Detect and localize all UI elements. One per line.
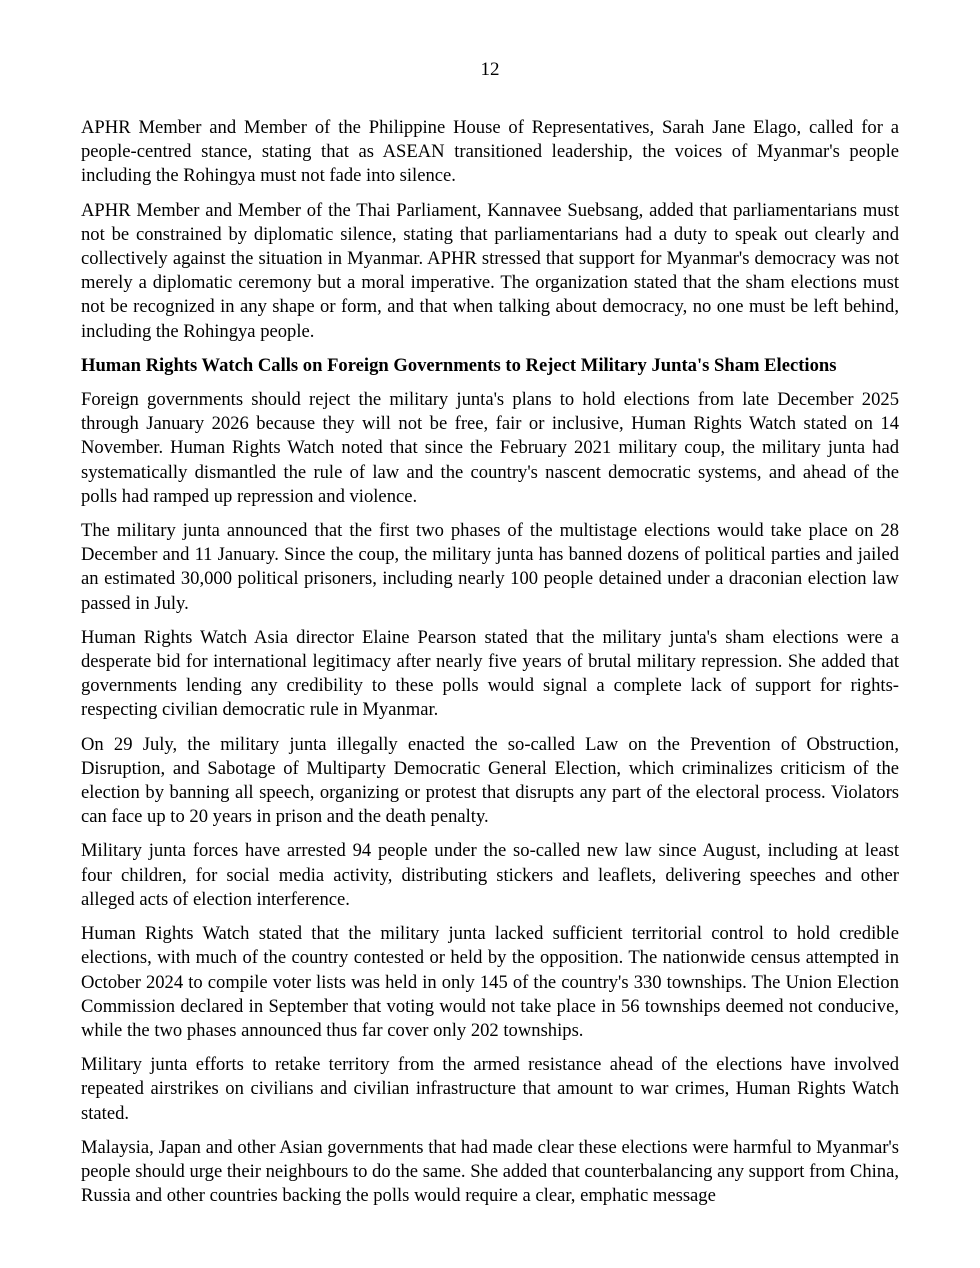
paragraph: On 29 July, the military junta illegally enacted the so-called Law on the Prevention of Obstruction, Disruption, and Sabotage of Multiparty Democratic General Election, which criminalizes criticism of the election by banning all speech, organizing or protest that disrupts any part of the electoral process. Violators can face up to 20 years in prison and the death penalty. <box>81 733 899 828</box>
page-number: 12 <box>480 59 500 80</box>
paragraph: The military junta announced that the first two phases of the multistage elections would take place on 28 December and 11 January. Since the coup, the military junta has banned dozens of political parties and jailed an estimated 30,000 political prisoners, including nearly 100 people detained under a draconian election law passed in July. <box>81 520 899 614</box>
paragraph: Human Rights Watch Asia director Elaine Pearson stated that the military junta's sham elections were a desperate bid for international legitimacy after nearly five years of brutal military repression. She added that governments lending any credibility to these polls would signal a complete lack of support for rights-respecting civilian democratic rule in Myanmar. <box>81 626 899 721</box>
paragraph: Human Rights Watch stated that the military junta lacked sufficient territorial control to hold credible elections, with much of the country contested or held by the opposition. The nationwide census attempted in October 2024 to compile voter lists was held in only 145 of the country's 330 townships. The Union Election Commission declared in September that voting would not take place in 56 townships deemed not conducive, while the two phases announced thus far cover only 202 townships. <box>81 923 899 1041</box>
paragraph: APHR Member and Member of the Philippine House of Representatives, Sarah Jane Elago, called for a people-centred stance, stating that as ASEAN transitioned leadership, the voices of Myanmar's people including the Rohingya must not fade into silence. <box>81 117 899 187</box>
paragraph: Malaysia, Japan and other Asian governments that had made clear these elections were harmful to Myanmar's people should urge their neighbours to do the same. She added that counterbalancing any support from China, Russia and other countries backing the polls would require a clear, emphatic message <box>81 1136 899 1207</box>
paragraph: Military junta forces have arrested 94 people under the so-called new law since August, including at least four children, for social media activity, distributing stickers and leaflets, delivering speeches and other alleged acts of election interference. <box>81 840 899 910</box>
section-heading: Human Rights Watch Calls on Foreign Governments to Reject Military Junta's Sham Elections <box>81 354 837 376</box>
page-body <box>81 116 899 1218</box>
paragraph: APHR Member and Member of the Thai Parliament, Kannavee Suebsang, added that parliamentarians must not be constrained by diplomatic silence, stating that parliamentarians had a duty to speak out clearly and collectively against the situation in Myanmar. APHR stressed that support for Myanmar's democracy was not merely a diplomatic ceremony but a moral imperative. The organization stated that the sham elections must not be recognized in any shape or form, and that when talking about democracy, no one must be left behind, including the Rohingya people. <box>81 199 899 342</box>
paragraph: Foreign governments should reject the military junta's plans to hold elections from late December 2025 through January 2026 because they will not be free, fair or inclusive, Human Rights Watch stated on 14 November. Human Rights Watch noted that since the February 2021 military coup, the military junta had systematically dismantled the rule of law and the country's nascent democratic systems, and ahead of the polls had ramped up repression and violence. <box>81 389 899 507</box>
paragraph: Military junta efforts to retake territory from the armed resistance ahead of the elections have involved repeated airstrikes on civilians and civilian infrastructure that amount to war crimes, Human Rights Watch stated. <box>81 1054 899 1124</box>
